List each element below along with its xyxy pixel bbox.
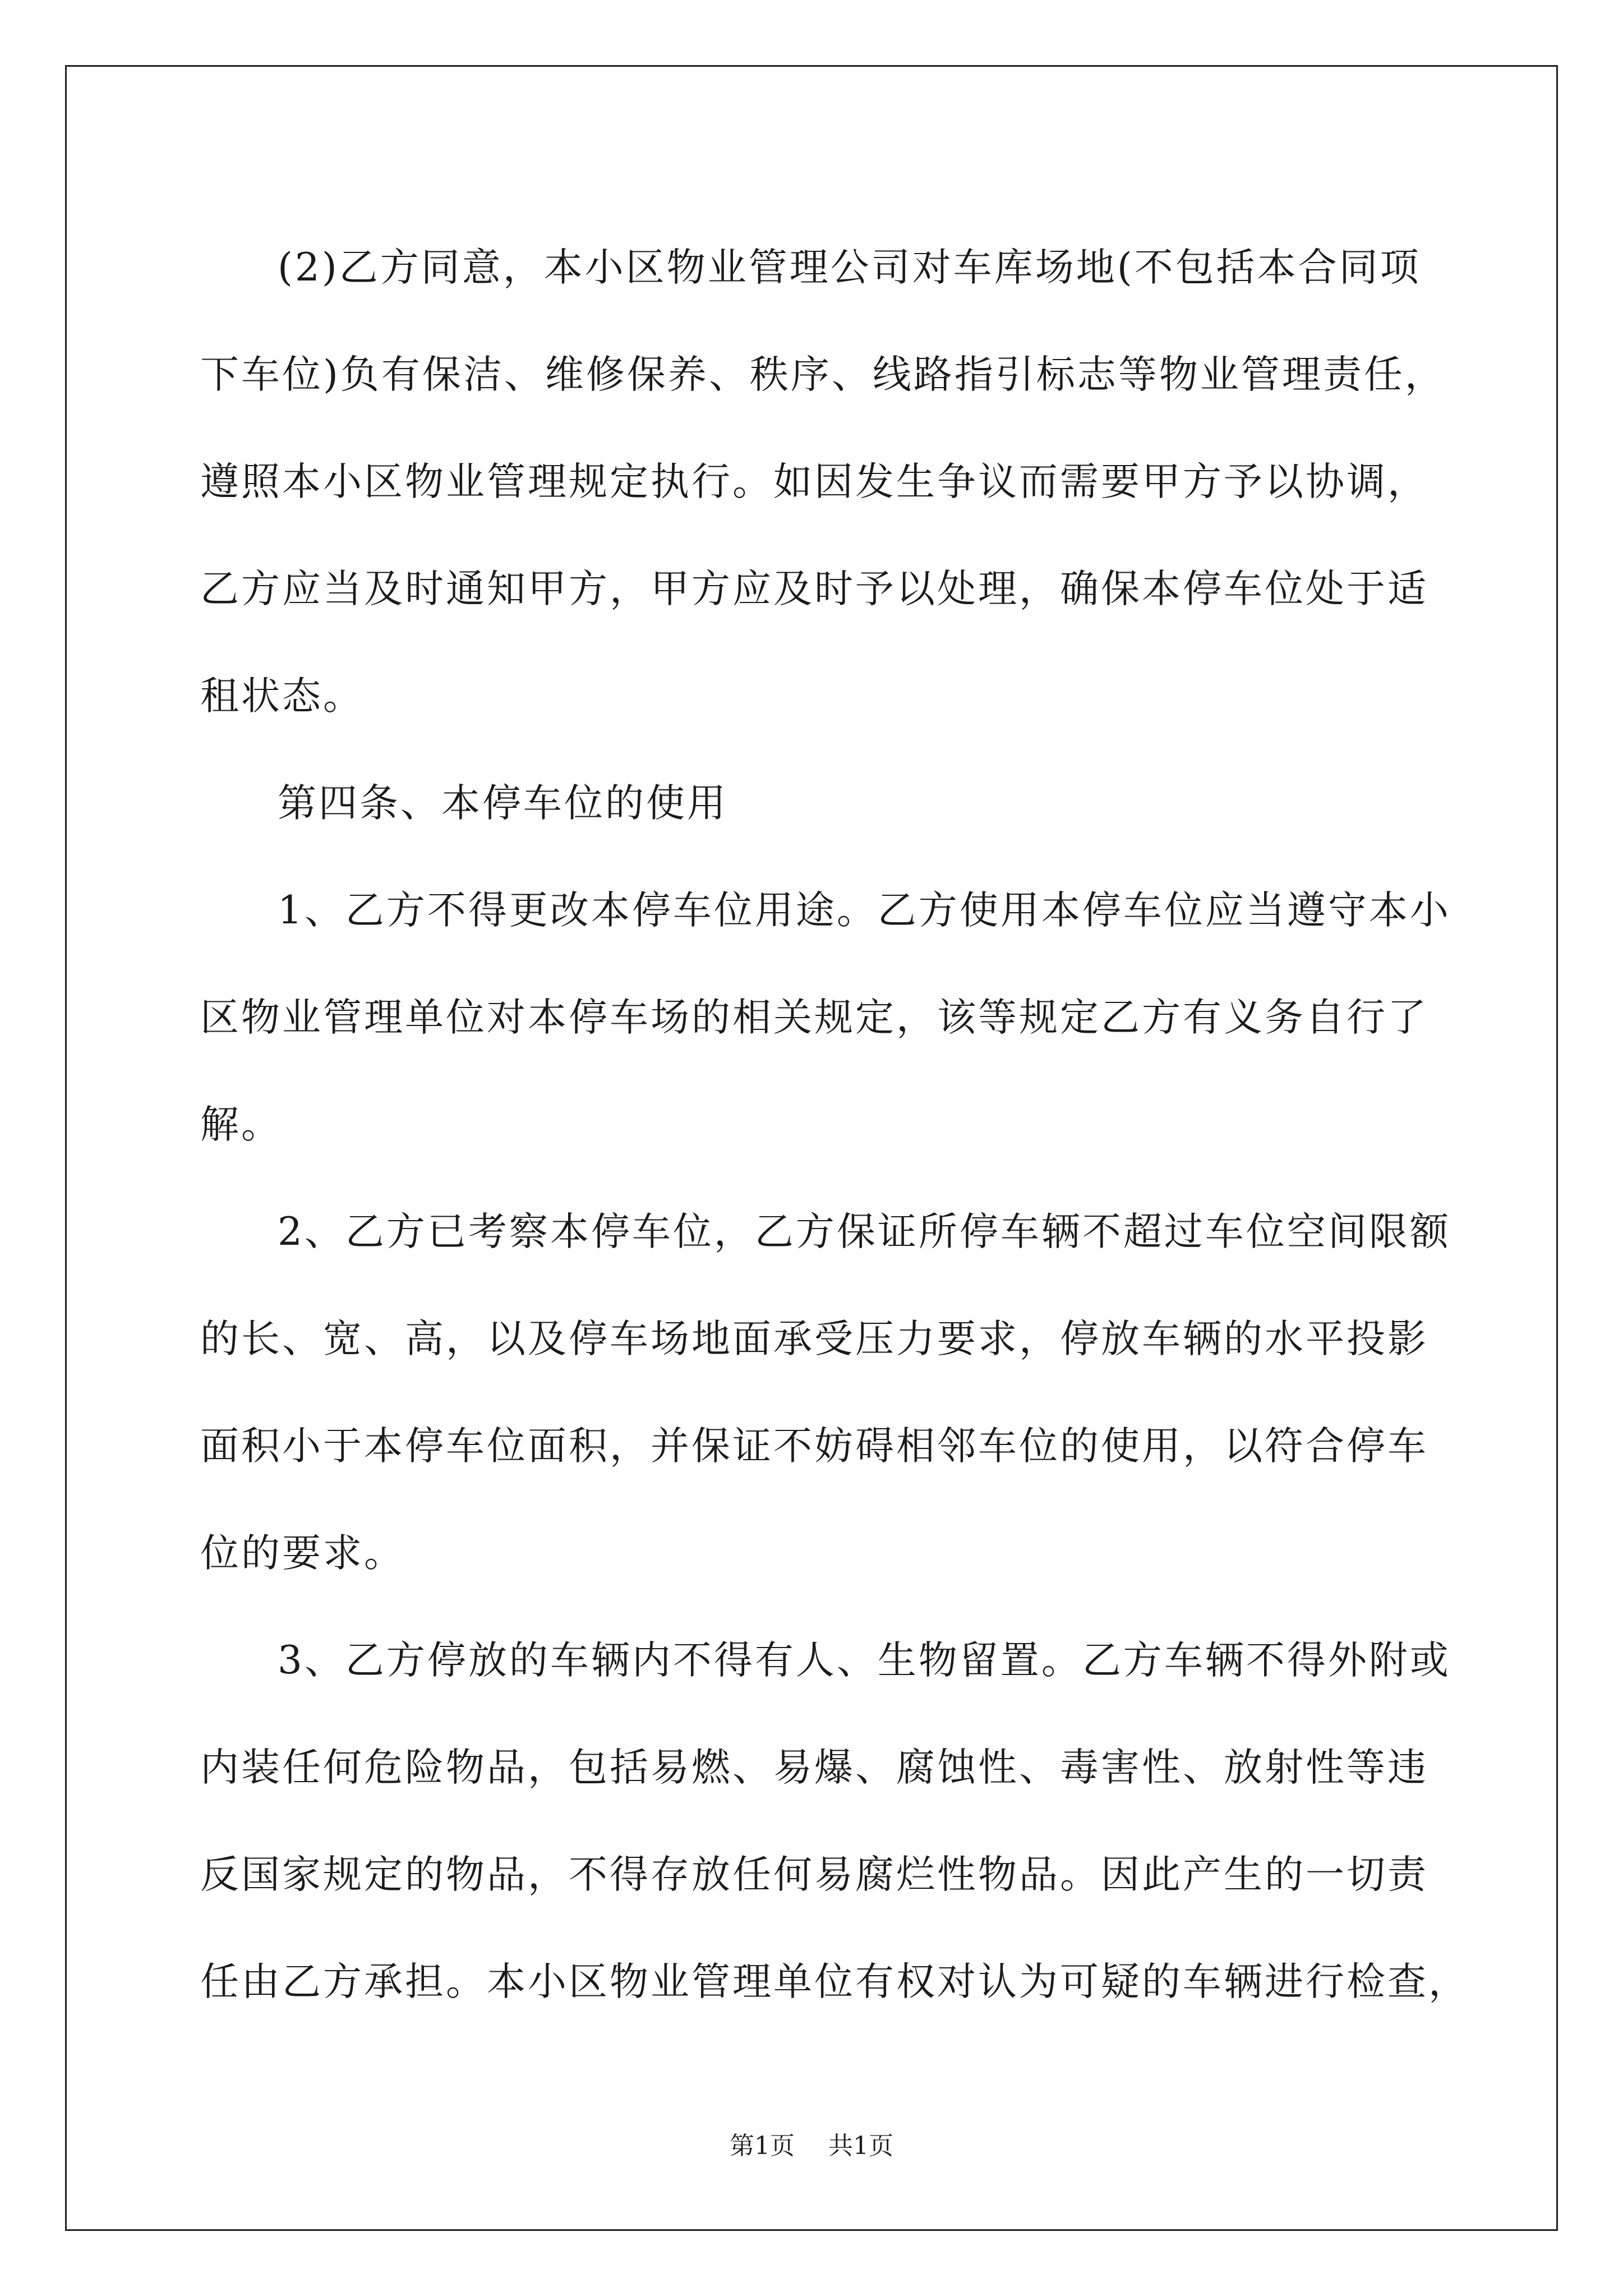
text-line: 乙方应当及时通知甲方，甲方应及时予以处理，确保本停车位处于适 xyxy=(200,567,1428,611)
text-line: 反国家规定的物品，不得存放任何易腐烂性物品。因此产生的一切责 xyxy=(200,1852,1428,1897)
text-line: 遵照本小区物业管理规定执行。如因发生争议而需要甲方予以协调， xyxy=(200,459,1428,504)
text-line: 租状态。 xyxy=(200,674,364,719)
text-line: 1、乙方不得更改本停车位用途。乙方使用本停车位应当遵守本小 xyxy=(278,888,1451,933)
text-line: 位的要求。 xyxy=(200,1531,405,1576)
page-number-current: 第1页 xyxy=(730,2132,795,2160)
text-line: 2、乙方已考察本停车位，乙方保证所停车辆不超过车位空间限额 xyxy=(278,1209,1451,1254)
text-line: 的长、宽、高，以及停车场地面承受压力要求，停放车辆的水平投影 xyxy=(200,1317,1428,1361)
text-line: 下车位)负有保洁、维修保养、秩序、线路指引标志等物业管理责任， xyxy=(200,352,1446,397)
document-body xyxy=(200,214,1469,2036)
text-line: 面积小于本停车位面积，并保证不妨碍相邻车位的使用，以符合停车 xyxy=(200,1424,1428,1469)
paragraph-clause-2 xyxy=(200,214,1446,750)
text-line: (2)乙方同意，本小区物业管理公司对车库场地(不包括本合同项 xyxy=(278,245,1421,290)
section-heading-article-4 xyxy=(200,750,1428,857)
text-line: 解。 xyxy=(200,1102,282,1147)
text-line: 内装任何危险物品，包括易燃、易爆、腐蚀性、毒害性、放射性等违 xyxy=(200,1745,1428,1790)
page-footer xyxy=(0,2129,1623,2163)
paragraph-item-1 xyxy=(200,857,1451,1179)
text-line: 区物业管理单位对本停车场的相关规定，该等规定乙方有义务自行了 xyxy=(200,995,1428,1040)
text-line: 3、乙方停放的车辆内不得有人、生物留置。乙方车辆不得外附或 xyxy=(278,1638,1451,1683)
page-number-total: 共1页 xyxy=(828,2132,893,2160)
paragraph-item-3 xyxy=(200,1607,1469,2036)
paragraph-item-2 xyxy=(200,1179,1451,1607)
heading-text: 第四条、本停车位的使用 xyxy=(278,781,728,826)
text-line: 任由乙方承担。本小区物业管理单位有权对认为可疑的车辆进行检查， xyxy=(200,1959,1469,2004)
